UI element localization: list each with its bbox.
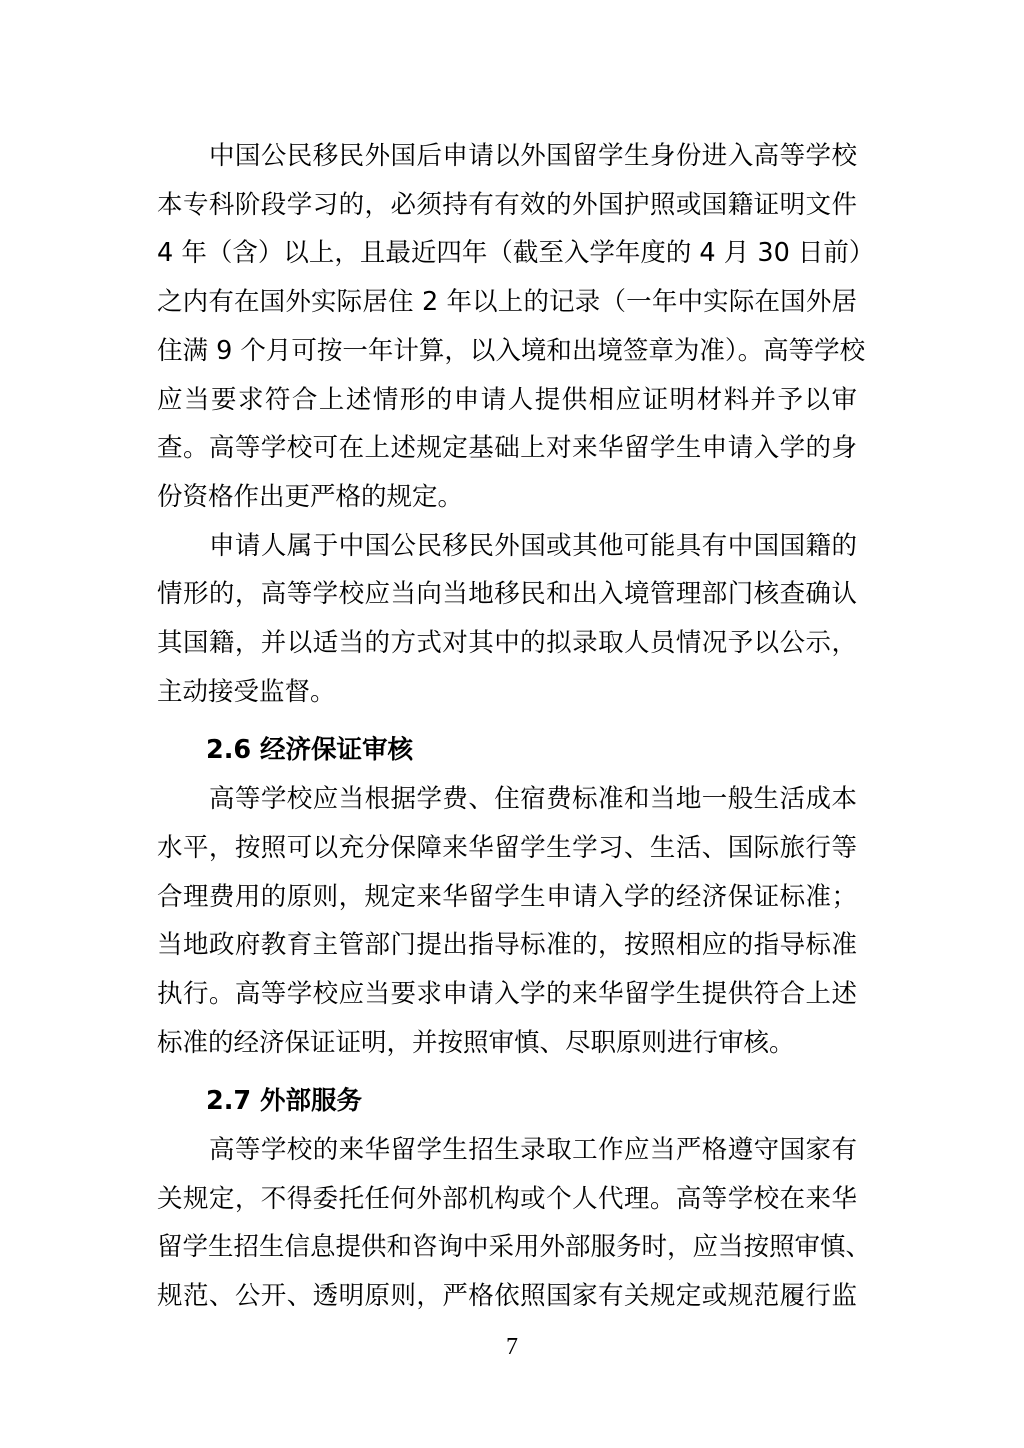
text-line: 住满 9 个月可按一年计算，以入境和出境签章为准）。高等学校 [157, 335, 866, 366]
text-line: 情形的，高等学校应当向当地移民和出入境管理部门核查确认 [157, 579, 857, 610]
text-line: 份资格作出更严格的规定。 [157, 481, 464, 512]
text-line: 应当要求符合上述情形的申请人提供相应证明材料并予以审 [157, 384, 857, 415]
text-line: 其国籍，并以适当的方式对其中的拟录取人员情况予以公示， [157, 628, 857, 659]
page-number: 7 [506, 1334, 518, 1360]
paragraph-external-services [157, 1126, 872, 1321]
text-line: 4 年（含）以上，且最近四年（截至入学年度的 4 月 30 日前） [157, 238, 875, 269]
paragraph-immigrant-applicants [157, 132, 875, 522]
text-line: 高等学校应当根据学费、住宿费标准和当地一般生活成本 [209, 784, 857, 815]
text-line: 标准的经济保证证明，并按照审慎、尽职原则进行审核。 [157, 1027, 795, 1058]
paragraph-financial-guarantee [157, 775, 857, 1067]
text-line: 合理费用的原则，规定来华留学生申请入学的经济保证标准； [157, 881, 857, 912]
text-line: 当地政府教育主管部门提出指导标准的，按照相应的指导标准 [157, 930, 857, 961]
text-line: 主动接受监督。 [157, 676, 336, 707]
section-heading-2-6: 2.6 经济保证审核 [206, 735, 414, 766]
text-line: 中国公民移民外国后申请以外国留学生身份进入高等学校 [209, 141, 857, 171]
paragraph-nationality-check [157, 522, 857, 717]
text-line: 留学生招生信息提供和咨询中采用外部服务时，应当按照审慎、 [157, 1232, 872, 1263]
text-line: 申请人属于中国公民移民外国或其他可能具有中国国籍的 [209, 530, 857, 561]
text-line: 关规定，不得委托任何外部机构或个人代理。高等学校在来华 [157, 1183, 857, 1214]
text-line: 水平，按照可以充分保障来华留学生学习、生活、国际旅行等 [157, 832, 857, 863]
text-line: 之内有在国外实际居住 2 年以上的记录（一年中实际在国外居 [157, 287, 857, 318]
text-line: 查。高等学校可在上述规定基础上对来华留学生申请入学的身 [157, 433, 857, 464]
text-line: 规范、公开、透明原则，严格依照国家有关规定或规范履行监 [157, 1281, 857, 1312]
text-line: 本专科阶段学习的，必须持有有效的外国护照或国籍证明文件 [157, 189, 857, 220]
text-line: 高等学校的来华留学生招生录取工作应当严格遵守国家有 [209, 1135, 857, 1166]
text-line: 执行。高等学校应当要求申请入学的来华留学生提供符合上述 [157, 978, 857, 1009]
document-body [157, 132, 875, 1321]
section-heading-2-7: 2.7 外部服务 [206, 1086, 363, 1117]
